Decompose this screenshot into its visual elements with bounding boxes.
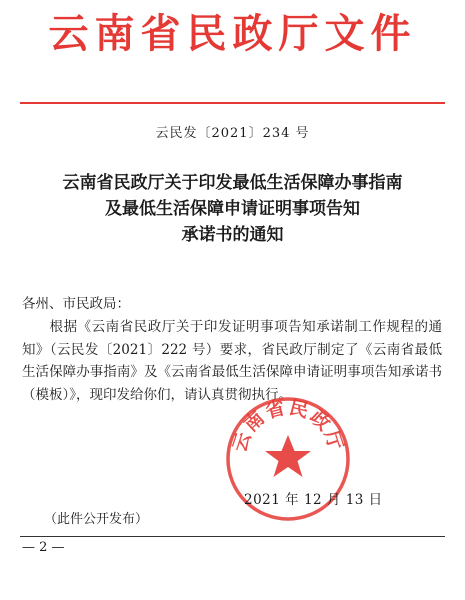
star-icon (265, 435, 311, 477)
page-number: — 2 — (22, 540, 65, 555)
salutation: 各州、市民政局： (22, 296, 130, 312)
notice-title-line-3: 承诺书的通知 (181, 225, 284, 245)
seal-text: 云南省民政厅 (228, 396, 348, 455)
bottom-divider-line (20, 536, 445, 537)
notice-title-line-2: 及最低生活保障申请证明事项告知 (105, 199, 360, 219)
issue-date: 2021 年 12 月 13 日 (244, 492, 383, 508)
body-paragraph-text: 根据《云南省民政厅关于印发证明事项告知承诺制工作规程的通知》（云民发〔2021〕222 号）要求，省民政厅制定了《云南省最低生活保障办事指南》及《云南省最低生活保障申请证明事项告知承诺书（模板）》，现印发给你们，请认真贯彻执行。 (22, 319, 442, 403)
document-header-title: 云南省民政厅文件 (48, 10, 417, 57)
notice-title-line-1: 云南省民政厅关于印发最低生活保障办事指南 (62, 173, 403, 193)
public-release-note: （此件公开发布） (44, 512, 149, 527)
document-number: 云民发〔2021〕234 号 (155, 126, 310, 141)
red-divider-line (20, 102, 445, 104)
notice-title (20, 170, 445, 248)
